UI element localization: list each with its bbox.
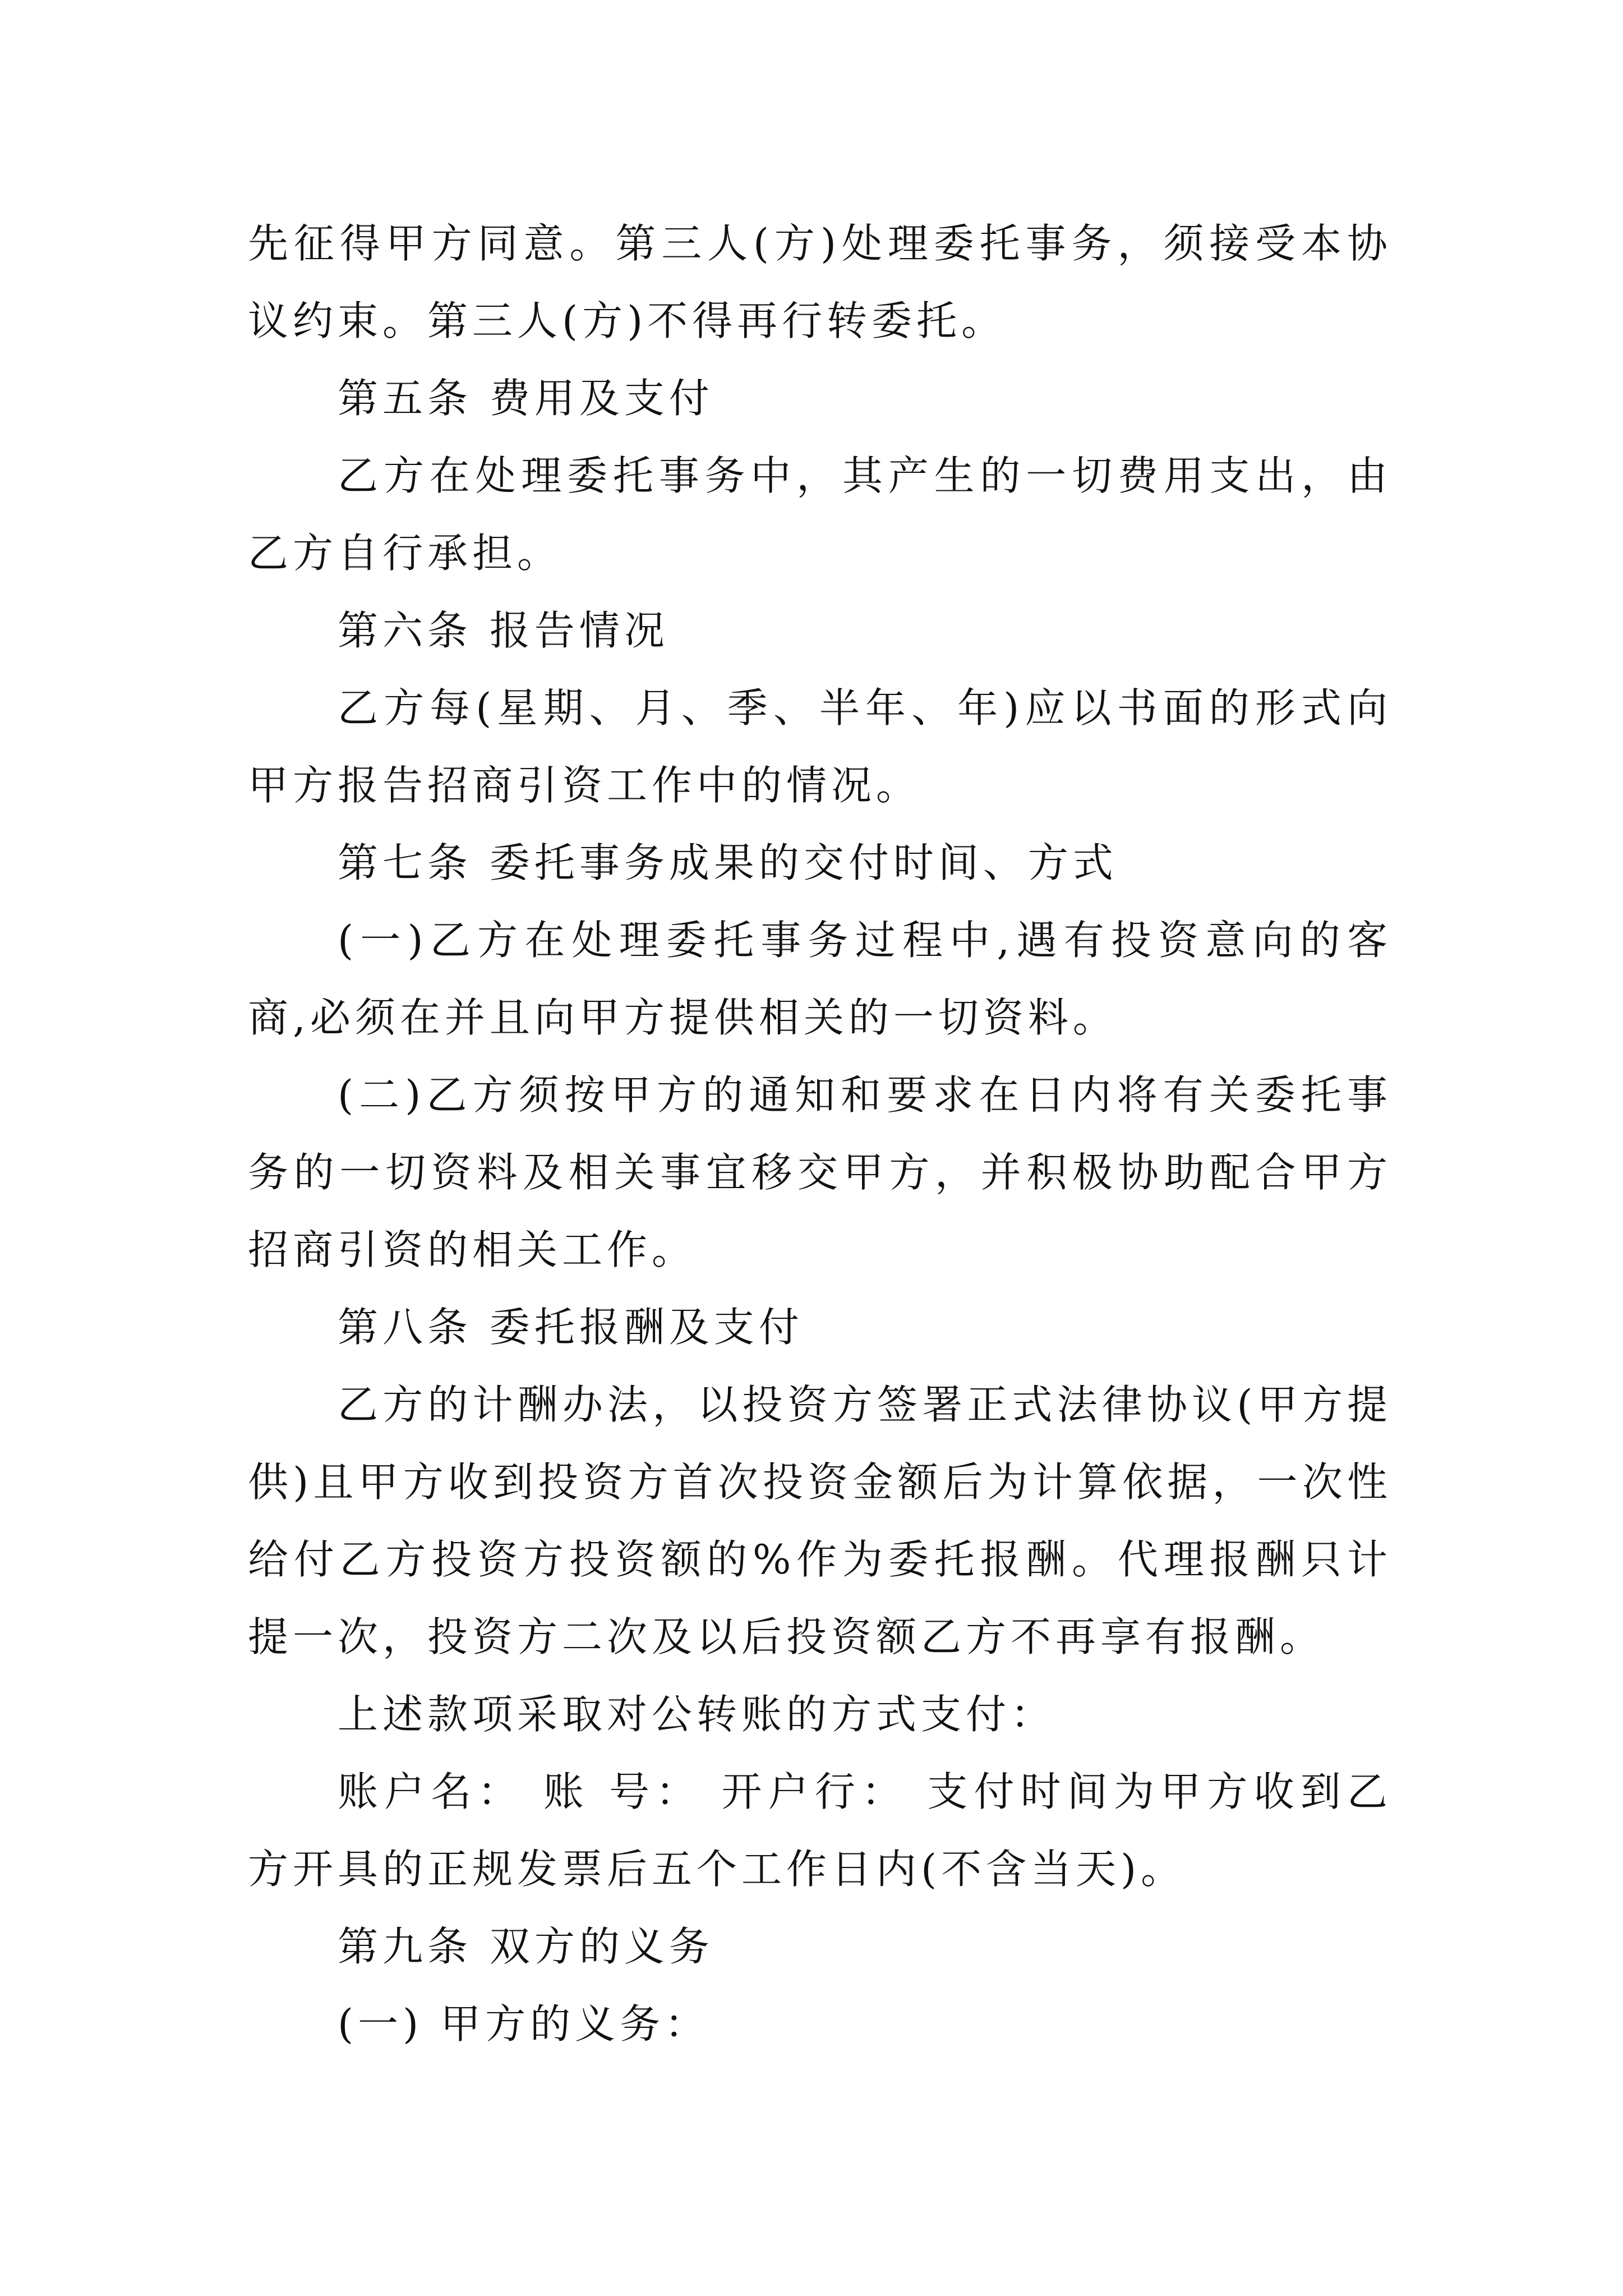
document-body <box>248 205 1392 2063</box>
article-heading-6: 第六条 报告情况 <box>338 607 669 654</box>
sub-heading-party-a-duties: (一) 甲方的义务： <box>338 2000 710 2047</box>
article-heading-7: 第七条 委托事务成果的交付时间、方式 <box>338 839 1118 886</box>
paragraph-delivery-1: (一)乙方在处理委托事务过程中,遇有投资意向的客商,必须在并且向甲方提供相关的一切资料。 <box>248 917 1392 1041</box>
paragraph-account-info: 账户名： 账 号： 开户行： 支付时间为甲方收到乙方开具的正规发票后五个工作日内(不含当天)。 <box>248 1768 1392 1893</box>
paragraph-continuation: 先征得甲方同意。第三人(方)处理委托事务，须接受本协议约束。第三人(方)不得再行转委托。 <box>248 220 1392 344</box>
article-heading-8: 第八条 委托报酬及支付 <box>338 1304 804 1351</box>
paragraph-payment-method: 上述款项采取对公转账的方式支付： <box>338 1691 1056 1738</box>
article-heading-5: 第五条 费用及支付 <box>338 375 714 422</box>
paragraph-remuneration: 乙方的计酬办法，以投资方签署正式法律协议(甲方提供)且甲方收到投资方首次投资金额后为计算依据，一次性给付乙方投资方投资额的%作为委托报酬。代理报酬只计提一次，投资方二次及以后投资额乙方不再享有报酬。 <box>248 1381 1392 1660</box>
paragraph-fees: 乙方在处理委托事务中，其产生的一切费用支出，由乙方自行承担。 <box>248 452 1392 577</box>
paragraph-report: 乙方每(星期、月、季、半年、年)应以书面的形式向甲方报告招商引资工作中的情况。 <box>248 684 1392 809</box>
article-heading-9: 第九条 双方的义务 <box>338 1923 714 1970</box>
paragraph-delivery-2: (二)乙方须按甲方的通知和要求在日内将有关委托事务的一切资料及相关事宜移交甲方，并积极协助配合甲方招商引资的相关工作。 <box>248 1071 1392 1273</box>
